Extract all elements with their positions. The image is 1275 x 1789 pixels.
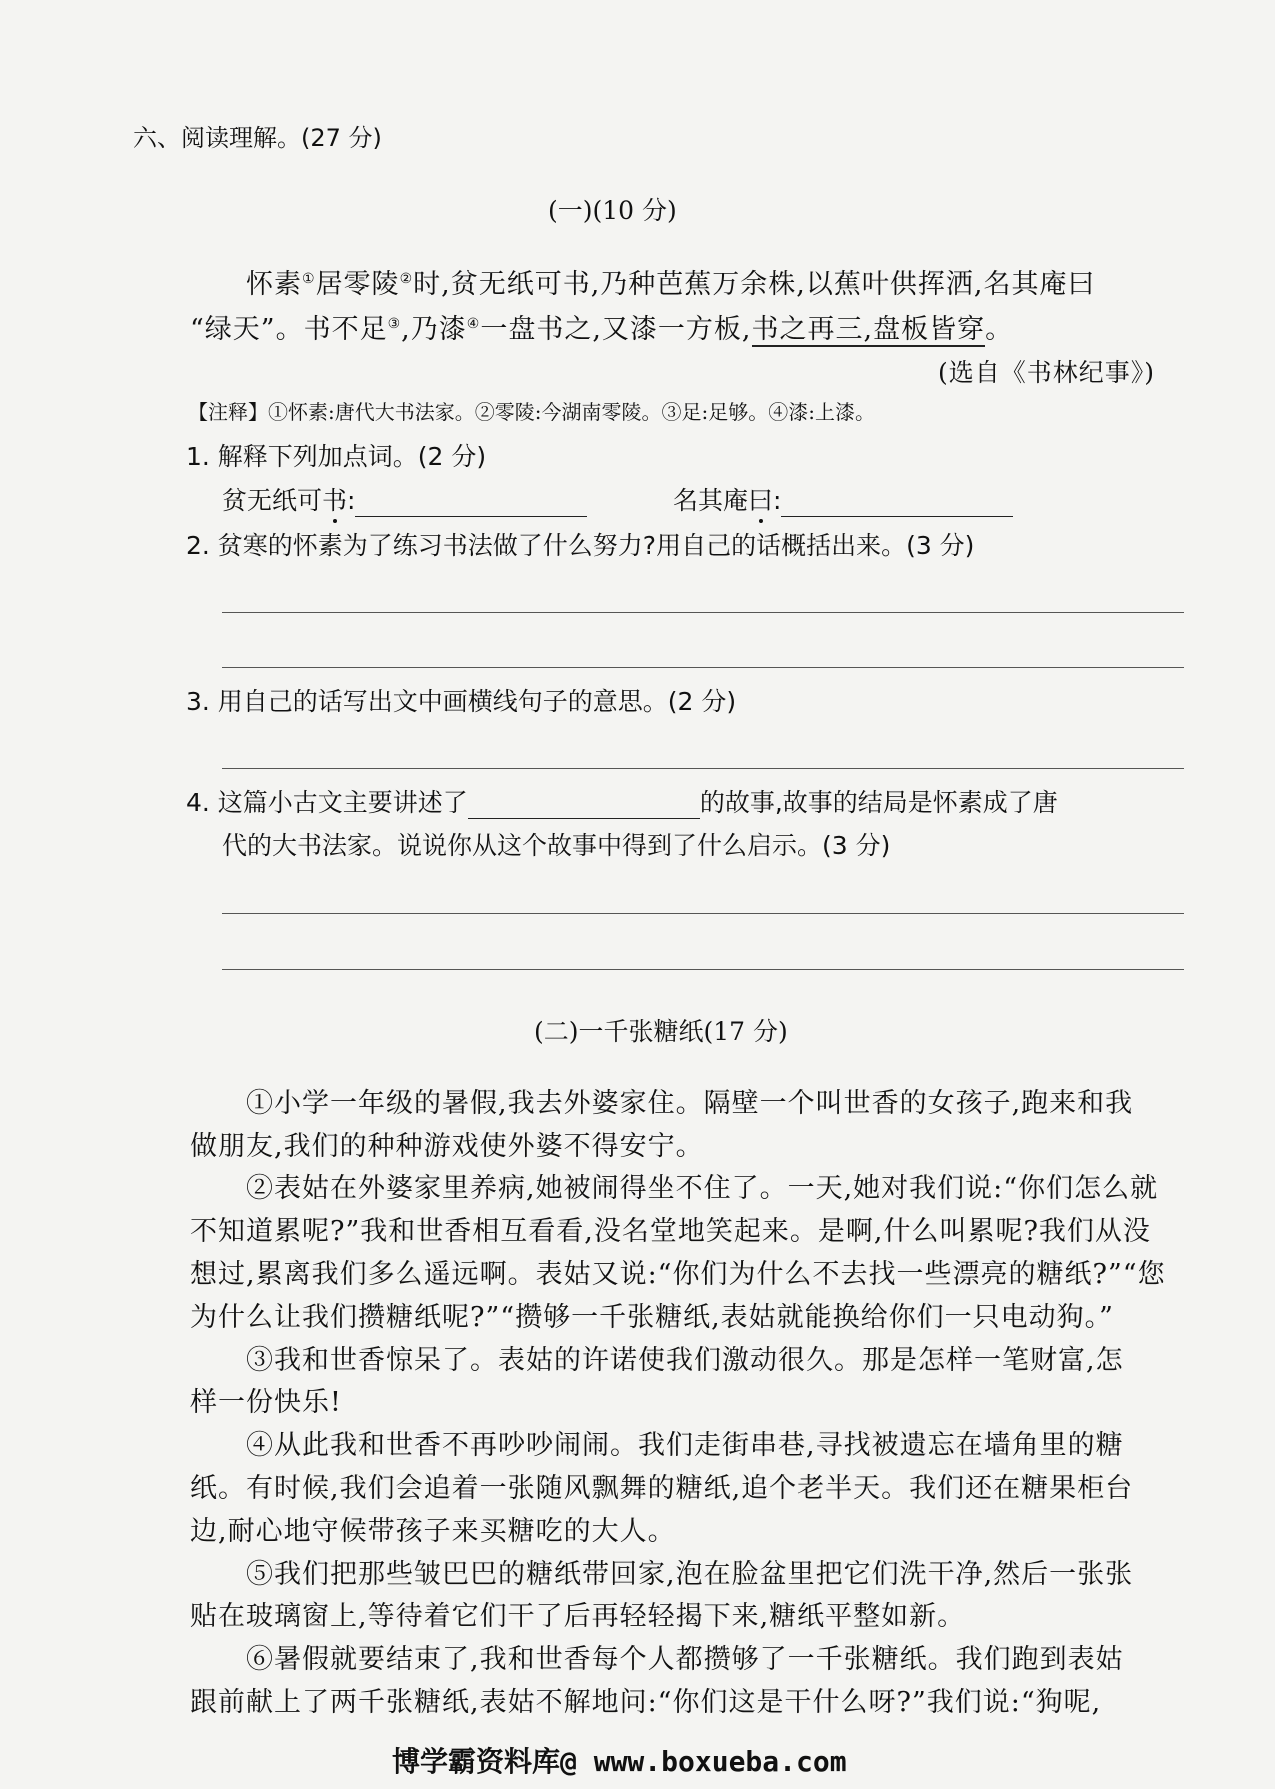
answer-line[interactable] (222, 969, 1184, 970)
question-1-item-b (673, 481, 1013, 517)
question-1: 1. 解释下列加点词。(2 分) (186, 442, 487, 471)
underlined-sentence: 书之再三,盘板皆穿 (751, 314, 986, 345)
passage2-line: 为什么让我们攒糖纸呢?”“攒够一千张糖纸,表姑就能换给你们一只电动狗。” (190, 1302, 1114, 1333)
passage1-line1 (246, 262, 1095, 301)
text: 时,贫无纸可书,乃种芭蕉万余株,以蕉叶供挥洒,名其庵曰 (413, 269, 1096, 300)
passage2-line: 贴在玻璃窗上,等待着它们干了后再轻轻揭下来,糖纸平整如新。 (190, 1601, 966, 1632)
answer-line[interactable] (222, 667, 1184, 668)
footnote-mark: ① (302, 271, 316, 287)
question-4-line2: 代的大书法家。说说你从这个故事中得到了什么启示。(3 分) (222, 831, 891, 860)
text: 一盘书之,又漆一方板, (480, 314, 752, 345)
passage2-line: 想过,累离我们多么遥远啊。表姑又说:“你们为什么不去找一些漂亮的糖纸?”“您 (190, 1259, 1166, 1290)
passage2-line: ⑤我们把那些皱巴巴的糖纸带回家,泡在脸盆里把它们洗干净,然后一张张 (246, 1559, 1134, 1590)
text: : (773, 486, 782, 515)
answer-blank[interactable] (355, 490, 587, 517)
footnote-mark: ④ (466, 316, 481, 332)
answer-line[interactable] (222, 768, 1184, 769)
text: 4. 这篇小古文主要讲述了 (186, 788, 468, 817)
passage2-line: ⑥暑假就要结束了,我和世香每个人都攒够了一千张糖纸。我们跑到表姑 (246, 1644, 1124, 1675)
part1-heading: (一)(10 分) (548, 196, 677, 225)
passage1-line2 (190, 307, 1013, 346)
footnote-mark: ③ (387, 316, 402, 332)
passage2-line: ②表姑在外婆家里养病,她被闹得坐不住了。一天,她对我们说:“你们怎么就 (246, 1173, 1159, 1204)
text: 的故事,故事的结局是怀素成了唐 (699, 788, 1058, 817)
passage2-line: ③我和世香惊呆了。表姑的许诺使我们激动很久。那是怎样一笔财富,怎 (246, 1345, 1124, 1376)
text: 名其庵 (673, 486, 749, 515)
text: ,乃漆 (401, 314, 467, 345)
question-2: 2. 贫寒的怀素为了练习书法做了什么努力?用自己的话概括出来。(3 分) (186, 531, 975, 560)
answer-blank[interactable] (781, 490, 1013, 517)
part2-heading: (二)一千张糖纸(17 分) (534, 1017, 788, 1046)
watermark: 博学霸资料库@ www.boxueba.com (392, 1745, 847, 1778)
section-title: 六、阅读理解。(27 分) (133, 124, 382, 152)
text: “绿天”。书不足 (190, 314, 388, 345)
dotted-word: 曰 (748, 486, 774, 515)
passage2-line: ④从此我和世香不再吵吵闹闹。我们走街串巷,寻找被遗忘在墙角里的糖 (246, 1430, 1124, 1461)
answer-line[interactable] (222, 612, 1184, 613)
text: 怀素 (246, 269, 302, 300)
passage2-line: 做朋友,我们的种种游戏使外婆不得安宁。 (190, 1131, 704, 1162)
text: 。 (985, 314, 1014, 345)
dotted-word: 书 (322, 486, 348, 515)
footnote-mark: ② (399, 271, 414, 287)
text: 居零陵 (315, 269, 400, 300)
passage2-line: 样一份快乐! (190, 1387, 342, 1418)
question-1-item-a (222, 481, 587, 517)
text: : (347, 486, 356, 515)
question-3: 3. 用自己的话写出文中画横线句子的意思。(2 分) (186, 687, 737, 716)
passage2-line: 边,耐心地守候带孩子来买糖吃的大人。 (190, 1516, 676, 1547)
passage2-line: 跟前献上了两千张糖纸,表姑不解地问:“你们这是干什么呀?”我们说:“狗呢, (190, 1687, 1102, 1718)
answer-blank[interactable] (468, 792, 700, 819)
passage2-line: ①小学一年级的暑假,我去外婆家住。隔壁一个叫世香的女孩子,跑来和我 (246, 1088, 1134, 1119)
passage2-line: 纸。有时候,我们会追着一张随风飘舞的糖纸,追个老半天。我们还在糖果柜台 (190, 1473, 1134, 1504)
source-citation: (选自《书林纪事》) (938, 358, 1156, 387)
text: 贫无纸可 (222, 486, 323, 515)
annotation-note: 【注释】①怀素:唐代大书法家。②零陵:今湖南零陵。③足:足够。④漆:上漆。 (188, 400, 875, 424)
question-4-line1 (186, 783, 1058, 819)
answer-line[interactable] (222, 913, 1184, 914)
passage2-line: 不知道累呢?”我和世香相互看看,没名堂地笑起来。是啊,什么叫累呢?我们从没 (190, 1216, 1151, 1247)
